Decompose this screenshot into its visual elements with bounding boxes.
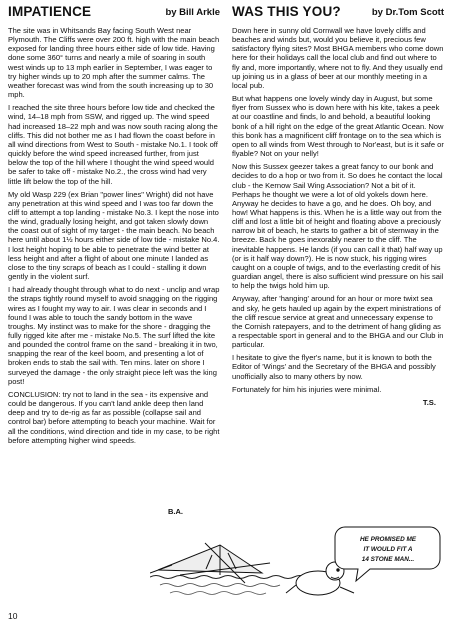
article-body <box>8 26 220 445</box>
paragraph: The site was in Whitsands Bay facing South West near Plymouth. The Cliffs were over 200 ft. high with the main beach exposed for landing three hours either side of low tide. Having done some 360° turns and nearly a mile of soaring in south west winds up to 13 mph earlier in September, I was eager to try higher winds up to 20 mph after the summer calms. The weather forecast was wind from the south increasing up to 30 mph. <box>8 26 220 100</box>
sea-waves <box>150 576 306 579</box>
cartoon-illustration <box>150 515 445 607</box>
paragraph: Fortunately for him his injuries were minimal. <box>232 384 382 394</box>
paragraph: Now this Sussex geezer takes a great fancy to our bonk and decides to do a hop or two from it. So does he contact the local club - the Kernow Sail Wing Association? Not a bit of it. Perhaps he thought we were a lot of old yokels down here. Anyway he decides to have a go, and he does. Oh boy, and how! What happens is this. When he is a little way out from the cliff and lost a little bit of height and floating above a preciously narrow bit of beach, he starts to gather a bit of sternway in the breeze. Back he goes inexorably nearer to the cliff. The inevitable happens. He lands (if you can call it that) half way up (or is it half way down?). He is now stuck, his rigging wires caught on a couple of twigs, and to the everlasting credit of his guardian angel, there is also sufficient wind pressure on his sail to help the twigs hold him up. <box>232 162 444 291</box>
speech-bubble-line: 14 STONE MAN... <box>361 556 415 563</box>
speech-bubble <box>335 527 440 581</box>
article-header <box>232 4 444 22</box>
speech-bubble-line: IT WOULD FIT A <box>363 546 413 553</box>
article-author: by Bill Arkle <box>165 7 220 18</box>
article-was-this-you <box>232 0 444 407</box>
paragraph: I had already thought through what to do next - unclip and wrap the straps tightly round myself to avoid snagging on the rigging wires as I fought my way to air. I was clear in seconds and I found I was able to touch the sandy bottom in the wave troughs. My instinct was to make for the shore - dragging the fully rigged kite after me - mistake No.5. The surf lifted the kite and pounded the control frame on the sand - breaking it in two, snapping the rear of the keel boom, and presenting a lot of broken ends to stab the sail with. Ten mins. later on shore I surveyed the damage - the only straight piece left was the king post! <box>8 285 220 386</box>
paragraph: I hesitate to give the flyer's name, but it is known to both the Editor of 'Wings' and the Secretary of the BHGA and possibly unofficially also to many others by now. <box>232 353 436 381</box>
paragraph: I reached the site three hours before low tide and checked the wind, 14–18 mph from SSW, and rigged up. The wind speed had increased 18–22 mph and was now south racing along the cliffs. This did not bother me as I had flown the coast before in all wind directions from West to South - mistake No.1. I took off quickly before the wind speed increased further, from just below the top of the hill where I thought the wind speed would be safer to take off - mistake No.2., the cross wind had very little lift below the top of the hill. <box>8 103 218 186</box>
sea-waves <box>170 592 266 595</box>
article-title: WAS THIS YOU? <box>232 4 341 19</box>
paragraph: My old Wasp 229 (ex Brian "power lines" Wright) did not have any penetration at this wind speed and I was too far down the cliff to attempt a top landing - mistake No.3. I kept the nose into the wind, gradually losing height, and got taken slowly down the coast out of sight of my target - the main beach. No beach here until about 1½ hours either side of low tide - mistake No.4. I lost height hoping to be able to penetrate the wind better at less height and after a flight of about one minute I landed as close to the tiny scraps of beach as I could - stalling it down gently in the violent surf. <box>8 189 220 282</box>
paragraph: CONCLUSION: try not to land in the sea - its expensive and could be dangerous. If you can't land ankle deep then land deep and try to de-rig as far as possible (collapse sail and control bar) before attempting to beach your machine. Wait for all the conditions, wind direction and tide in my case, to be right before attempting higher wind speeds. <box>8 389 220 445</box>
article-author: by Dr.Tom Scott <box>371 7 444 18</box>
paragraph: But what happens one lovely windy day in August, but some flyer from Sussex who is down here with his kite, takes a peek at our coastline and finds, lo and behold, a beautiful looking bonk of a hill right on the edge of the great Atlantic Ocean. Now this bonk has a magnificent cliff frontage on to the sea which is open to all winds from West through to Nor'east, but is it safe or flyable? Not on your nelly! <box>232 94 444 159</box>
sea-waves <box>160 584 280 587</box>
paragraph: Down here in sunny old Cornwall we have lovely cliffs and beaches and winds but, would you believe it, precious few satisfactory flying sites? Most BHGA members who come down here for their holidays call the local club and find out where to fly and, more importantly, where not to fly. And they usually end up joining us in a glass of beer at our monthly meeting in a local pub. <box>232 26 444 90</box>
paragraph: Anyway, after 'hanging' around for an hour or more twixt sea and sky, he gets hauled up again by the expert ministrations of the cliff rescue service at great and unnecessary expense to the Cornish ratepayers, and to the detriment of hang gliding as a respectable sport in general and to the BHGA and our Club in particular. <box>232 294 444 350</box>
article-header <box>8 4 220 22</box>
article-signoff: T.S. <box>422 397 436 407</box>
article-title: IMPATIENCE <box>8 4 92 19</box>
article-body <box>232 26 444 407</box>
page-number: 10 <box>8 611 18 621</box>
article-impatience <box>8 0 220 449</box>
speech-bubble-line: HE PROMISED ME <box>359 536 417 543</box>
cartoon-credit: B.A. <box>168 507 183 516</box>
